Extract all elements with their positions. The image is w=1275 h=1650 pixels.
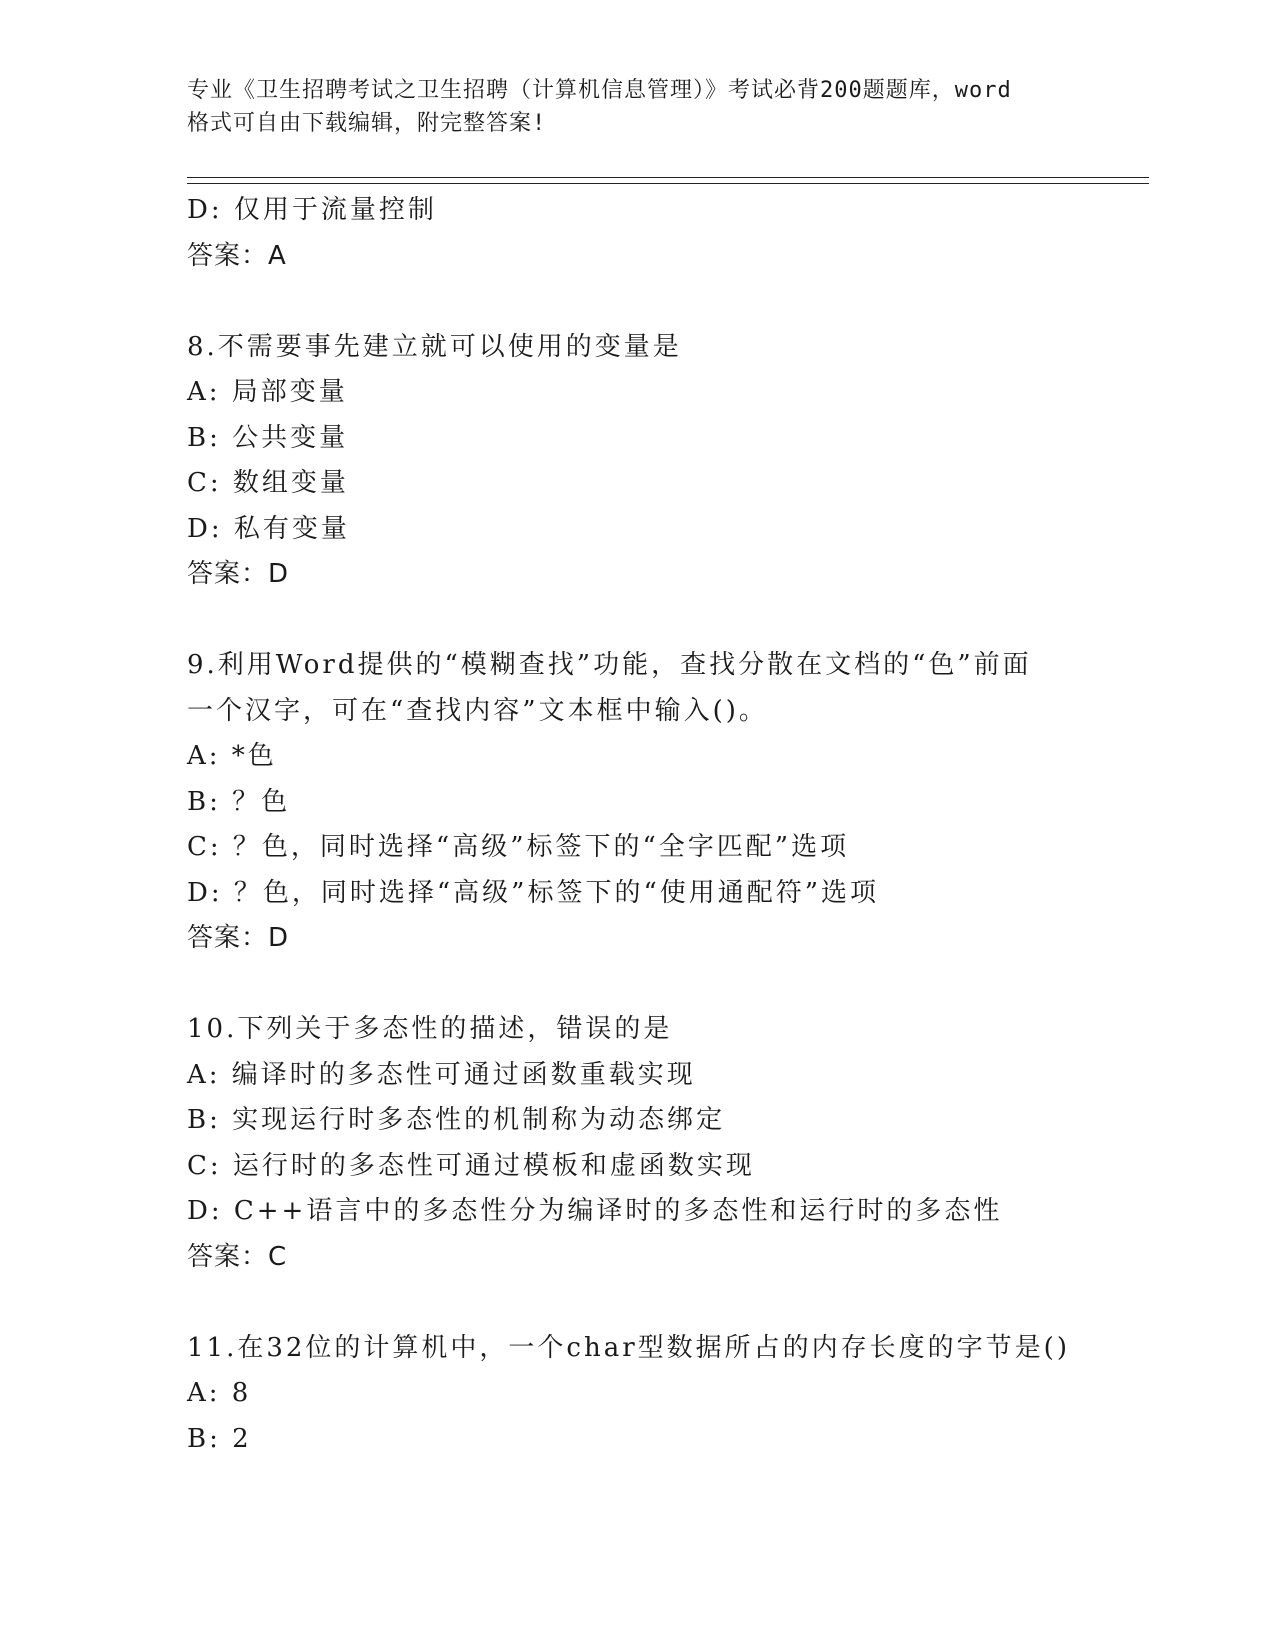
question-9	[187, 643, 1149, 962]
question-10	[187, 1007, 1149, 1280]
option-c: C: ？色，同时选择“高级”标签下的“全字匹配”选项	[187, 832, 850, 862]
answer-line: 答案：A	[187, 240, 287, 271]
document-header	[187, 74, 1087, 140]
option-a: A: *色	[187, 741, 277, 771]
spacer	[187, 962, 1149, 1008]
option-c: C: 运行时的多态性可通过模板和虚函数实现	[187, 1150, 755, 1181]
header-title-line-1: 专业《卫生招聘考试之卫生招聘（计算机信息管理）》考试必背200题题库，word	[187, 78, 1012, 103]
question-list	[187, 188, 1149, 1462]
spacer	[187, 279, 1149, 325]
answer-line: 答案：C	[187, 1241, 288, 1272]
header-divider-bottom	[187, 183, 1149, 184]
spacer	[187, 598, 1149, 644]
option-a: A: 编译时的多态性可通过函数重载实现	[187, 1059, 696, 1090]
header-divider-top	[187, 177, 1149, 178]
option-b: B: ？色	[187, 786, 291, 817]
option-b: B: 实现运行时多态性的机制称为动态绑定	[187, 1105, 726, 1135]
header-title-line-2: 格式可自由下载编辑，附完整答案!	[187, 111, 547, 136]
question-11	[187, 1326, 1149, 1463]
spacer	[187, 1280, 1149, 1326]
question-stem: 11.在32位的计算机中，一个char型数据所占的内存长度的字节是()	[187, 1332, 1070, 1363]
option-a: A: 局部变量	[187, 377, 348, 407]
option-b: B: 公共变量	[187, 422, 349, 453]
question-stem: 8.不需要事先建立就可以使用的变量是	[187, 331, 682, 362]
option-c: C: 数组变量	[187, 468, 349, 498]
question-8	[187, 325, 1149, 598]
question-7-tail	[187, 188, 1149, 279]
question-stem: 10.下列关于多态性的描述，错误的是	[187, 1014, 673, 1044]
option-d: D: C++语言中的多态性分为编译时的多态性和运行时的多态性	[187, 1196, 1003, 1226]
option-d: D: ？色，同时选择“高级”标签下的“使用通配符”选项	[187, 877, 880, 908]
option-d: D: 仅用于流量控制	[187, 195, 437, 225]
answer-line: 答案：D	[187, 923, 290, 953]
option-a: A: 8	[187, 1378, 252, 1408]
question-stem-line-1: 9.利用Word提供的“模糊查找”功能，查找分散在文档的“色”前面	[187, 650, 1032, 680]
answer-line: 答案：D	[187, 559, 290, 589]
question-stem-line-2: 一个汉字，可在“查找内容”文本框中输入()。	[187, 695, 768, 726]
option-b: B: 2	[187, 1423, 252, 1454]
option-d: D: 私有变量	[187, 513, 350, 544]
